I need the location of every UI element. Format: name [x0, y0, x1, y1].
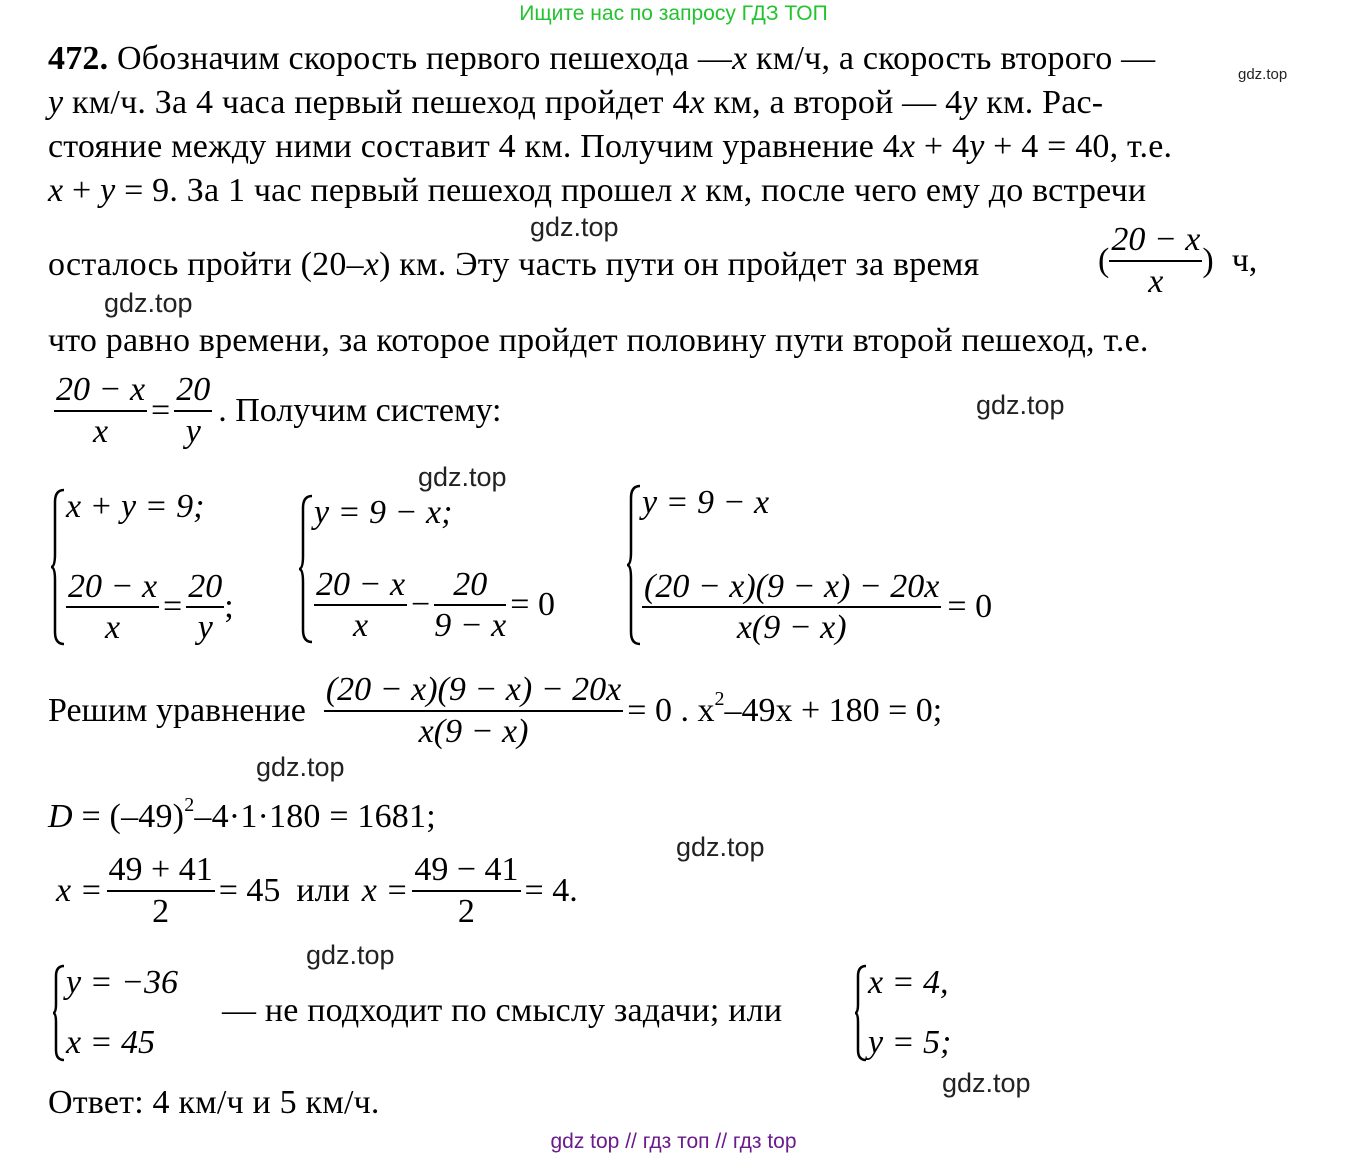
equation-row [314, 567, 555, 644]
system-rows [314, 494, 555, 644]
fraction-bar [412, 890, 520, 892]
equals-zero: = 0 [947, 588, 993, 626]
system-rows [66, 964, 178, 1062]
system-3 [626, 484, 992, 646]
denominator: y [185, 412, 201, 450]
text: + [63, 172, 101, 209]
numerator: (20 − x)(9 − x) − 20x [325, 671, 622, 708]
text: x = [56, 871, 103, 909]
time-fraction [1098, 222, 1257, 299]
fraction-bar [174, 410, 212, 412]
answer: Ответ: 4 км/ч и 5 км/ч. [48, 1084, 380, 1121]
watermark: gdz.top [676, 832, 765, 862]
brace-icon [50, 488, 66, 646]
denominator: 9 − x [434, 607, 507, 645]
watermark: gdz.top [256, 752, 345, 782]
equation-row: x = 45 [66, 1024, 156, 1061]
numerator: 49 + 41 [108, 851, 213, 888]
text-line-6: что равно времени, за которое пройдет половину пути второй пешеход, т.е. [48, 322, 1149, 359]
system-rows [868, 964, 951, 1062]
top-banner: Ищите нас по запросу ГДЗ ТОП [519, 2, 828, 25]
minus: − [411, 586, 431, 624]
equation-row [66, 569, 234, 646]
numerator: 49 − 41 [414, 851, 519, 888]
numerator: 20 − x [68, 567, 158, 605]
text: или [296, 871, 350, 909]
text: x = [361, 871, 409, 909]
denominator: x(9 − x) [736, 609, 847, 647]
fraction [54, 372, 147, 449]
denominator: x [352, 607, 369, 645]
denominator: x [1148, 262, 1164, 300]
equals: = [151, 391, 171, 429]
rejection-text: — не подходит по смыслу задачи; или [222, 992, 783, 1029]
var-x: x [48, 172, 64, 209]
numerator: 20 [453, 565, 488, 603]
final-system-2 [854, 964, 951, 1062]
watermark: gdz.top [418, 462, 507, 492]
watermark: gdz.top [530, 212, 619, 242]
text: + 4 = 40, т.е. [984, 128, 1173, 165]
watermark: gdz.top [306, 940, 395, 970]
brace-icon [298, 494, 314, 644]
numerator: 20 − x [56, 371, 146, 408]
text: осталось пройти (20– [48, 246, 364, 283]
unit: ч, [1231, 241, 1258, 279]
text: Решим уравнение [48, 691, 306, 729]
problem-number: 472. [48, 40, 109, 77]
var-x: x [363, 246, 380, 283]
fraction-bar [186, 606, 224, 608]
fraction [434, 567, 506, 644]
fraction-bar [314, 604, 407, 606]
equation-row [642, 569, 992, 646]
paren: ) [1202, 241, 1214, 279]
var-x: x [689, 84, 705, 121]
fraction [174, 372, 212, 449]
text: км. Рас- [977, 84, 1104, 121]
fraction [642, 569, 941, 646]
footer-watermark: gdz top // гдз топ // гдз top [550, 1130, 797, 1153]
var-x: x [732, 40, 748, 77]
paren: ( [1098, 241, 1110, 279]
watermark: gdz.top [104, 288, 193, 318]
denominator: x [104, 609, 121, 647]
fraction [107, 852, 215, 929]
text-line-5 [48, 246, 979, 284]
text: –4·1·180 = 1681; [194, 798, 436, 835]
text: км/ч. За 4 часа первый пешеход пройдет 4 [63, 84, 690, 121]
var-y: y [962, 84, 978, 121]
equation-tail [627, 687, 943, 730]
watermark: gdz.top [942, 1068, 1031, 1098]
numerator: 20 [188, 567, 223, 605]
numerator: 20 [176, 371, 211, 408]
text-line-2 [48, 84, 1103, 122]
text: км, а второй — 4 [704, 84, 963, 121]
fraction [412, 852, 520, 929]
var-x: x [681, 172, 697, 209]
semicolon: ; [224, 588, 234, 626]
denominator: 2 [457, 892, 475, 930]
equals: = [163, 588, 183, 626]
brace-icon [52, 964, 66, 1062]
fraction-bar [66, 606, 159, 608]
text: = 9. За 1 час первый пешеход прошел [115, 172, 682, 209]
numerator: 20 − x [1111, 221, 1201, 258]
text-line-4 [48, 172, 1146, 210]
text: ) км. Эту часть пути он пройдет за время [379, 246, 980, 283]
text-line-3 [48, 128, 1172, 166]
var-x: x [899, 128, 916, 165]
text: . Получим систему: [218, 391, 502, 429]
var-y: y [48, 84, 64, 121]
numerator: (20 − x)(9 − x) − 20x [644, 567, 940, 605]
watermark: gdz.top [1238, 66, 1288, 83]
equation-row: y = 5; [868, 1024, 952, 1061]
text: Обозначим скорость первого пешехода — [117, 40, 733, 77]
var-y: y [100, 172, 116, 209]
equation-row: y = 9 − x; [314, 494, 453, 531]
system-rows [642, 484, 992, 646]
equation-1 [54, 372, 501, 449]
fraction [186, 569, 224, 646]
text: + 4 [915, 128, 970, 165]
text-line-1 [48, 40, 1155, 78]
var-y: y [969, 128, 985, 165]
brace-icon [854, 964, 868, 1062]
superscript: 2 [714, 687, 725, 710]
equation-row: x + y = 9; [66, 488, 205, 525]
equation-row: y = −36 [66, 964, 178, 1001]
text: км/ч, а скорость второго — [747, 40, 1156, 77]
denominator: x(9 − x) [418, 712, 529, 750]
denominator: x [92, 412, 109, 450]
fraction-bar [324, 710, 623, 712]
fraction [324, 672, 623, 749]
fraction-bar [107, 890, 215, 892]
watermark: gdz.top [976, 390, 1065, 420]
text: стояние между ними составит 4 км. Получим уравнение 4 [48, 128, 900, 165]
fraction-bar [54, 410, 147, 412]
brace-icon [626, 484, 642, 646]
text: км, после чего ему до встречи [696, 172, 1147, 209]
roots [56, 852, 578, 929]
discriminant: $D = (-49)^2-4\cdot 1\cdot 180 = 1681$; [48, 794, 436, 835]
system-1 [50, 488, 234, 646]
fraction-bar [1109, 260, 1202, 262]
solve-equation [48, 672, 942, 749]
final-system-1 [52, 964, 178, 1062]
fraction [1109, 222, 1202, 299]
fraction [314, 567, 407, 644]
system-rows [66, 488, 234, 646]
text: = 45 [218, 871, 281, 909]
text: = (–49) [72, 798, 185, 835]
fraction-bar [642, 606, 941, 608]
superscript: 2 [184, 794, 195, 816]
text: = 0 . x [627, 691, 715, 729]
denominator: y [197, 609, 213, 647]
fraction [66, 569, 159, 646]
denominator: 2 [152, 892, 170, 930]
equation-row: y = 9 − x [642, 484, 770, 521]
numerator: 20 − x [316, 565, 406, 603]
equation-row: x = 4, [868, 964, 949, 1001]
equals-zero: = 0 [510, 586, 555, 624]
text: = 4. [524, 871, 578, 909]
system-2 [298, 494, 555, 644]
text: –49x + 180 = 0; [724, 691, 943, 729]
fraction-bar [434, 604, 506, 606]
